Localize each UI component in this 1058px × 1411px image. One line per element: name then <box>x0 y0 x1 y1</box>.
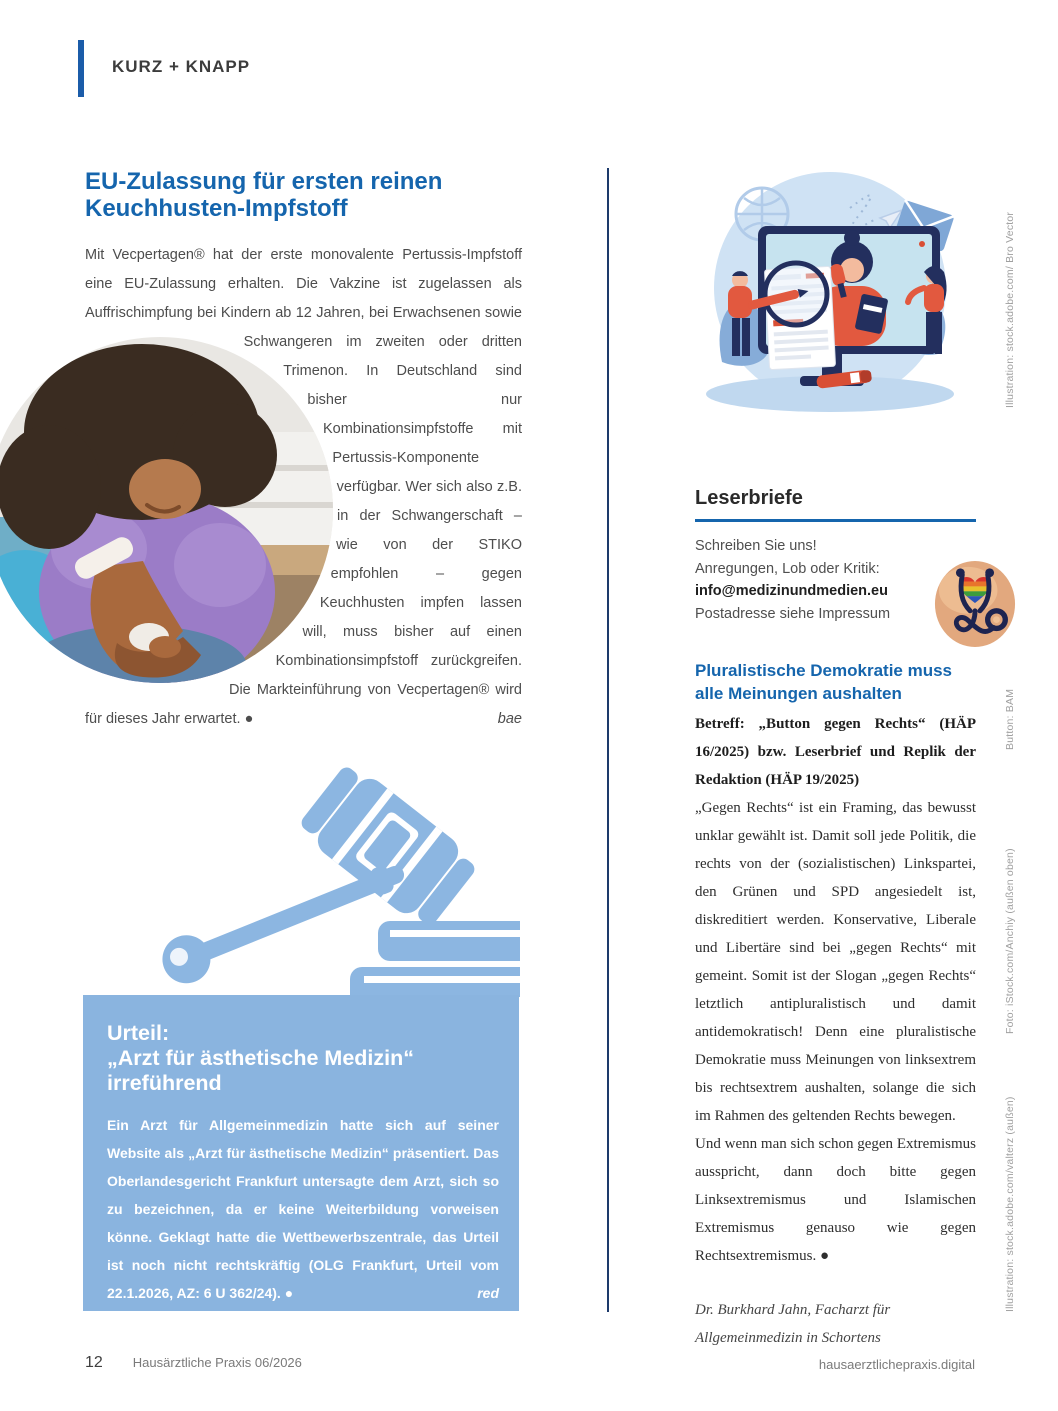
section-kicker: KURZ + KNAPP <box>112 57 251 76</box>
ruling-body: Ein Arzt für Allgemeinmedizin hatte sich auf seiner Website als „Arzt für ästhetische Medizin“ präsentiert. Das Oberlandesgericht Frankfurt untersagte dem Arzt, sich so zu bezeichnen, da er keine Weiterbildung vorweisen könne. Geklagt hatte die Wettbewerbszentrale, das Urteil ist noch nicht rechtskräftig (OLG Frankfurt, Urteil vom 22.1.2026, AZ: 6 U 362/24). ● red <box>107 1111 499 1307</box>
footer-issue: Hausärztliche Praxis 06/2026 <box>132 1355 302 1370</box>
author-initials: red <box>477 1285 499 1301</box>
letter-signature: Dr. Burkhard Jahn, Facharzt für Allgemeinmedizin in Schortens <box>695 1302 891 1346</box>
credit-illustration-top: Illustration: stock.adobe.com/ Bro Vector <box>1004 211 1016 408</box>
ruling-title: Urteil: „Arzt für ästhetische Medizin“ irreführend <box>107 1021 415 1095</box>
letter-paragraph: Und wenn man sich schon gegen Extremismus ausspricht, dann doch bitte gegen Linksextremismus und Islamischen Extremismus genauso wie gegen Rechtsextremismus. ● <box>695 1136 976 1264</box>
section-accent-bar <box>78 40 84 97</box>
article-body: Mit Vecpertagen® hat der erste monovalente Pertussis-Impfstoff eine EU-Zulassung erhalten. Die Vakzine ist zugelassen als Auffrischimpfung bei Kindern ab 12 Jahren, bei Erwachsenen sowie Schwangeren im zweiten oder dritten Trimenon. In Deutschland sind bisher nur Kombinationsimpfstoffe mit Pertussis-Komponente verfügbar. Wer sich also z.B. in der Schwangerschaft – wie von der STIKO empfohlen – gegen Keuchhusten impfen lassen will, muss bisher auf einen Kombinationsimpfstoff zurückgreifen. Die Markteinführung von Vecpertagen® wird für dieses Jahr erwartet. ● bae <box>85 241 522 734</box>
pride-stethoscope-button <box>933 558 1017 650</box>
contact-email: info@medizinundmedien.eu <box>695 583 888 599</box>
credit-illustration-bottom: Illustration: stock.adobe.com/valterz (außen) <box>1004 1096 1016 1312</box>
article-title: EU-Zulassung für ersten reinen Keuchhusten-Impfstoff <box>85 168 443 222</box>
child-vaccination-photo <box>0 337 333 683</box>
reader-letter <box>695 659 976 1352</box>
contact-info: Schreiben Sie uns! Anregungen, Lob oder Kritik: info@medizinundmedien.eu Postadresse siehe Impressum <box>695 535 976 625</box>
letter-title: Pluralistische Demokratie muss alle Meinungen aushalten <box>695 661 953 703</box>
leserbriefe-heading: Leserbriefe <box>695 487 803 509</box>
author-initials: bae <box>497 711 522 727</box>
footer-website: hausaerztlichepraxis.digital <box>818 1357 975 1372</box>
court-ruling-box <box>83 995 519 1311</box>
column-divider <box>607 168 609 1312</box>
letter-paragraph: „Gegen Rechts“ ist ein Framing, das bewusst unklar gewählt ist. Damit soll jede Politik, die rechts von der (sozialistischen) Linkspartei, den Grünen und SPD angesiedelt ist, diskreditiert werden. Konservative, Liberale und Libertäre sind bei „gegen Rechts“ mit gemeint. Somit ist der Slogan „gegen Rechts“ letztlich antipluralistisch und damit antidemokratisch! Denn eine pluralistische Demokratie muss Meinungen von linksextrem bis rechtsextrem aushalten, solange die sich im Rahmen des geltenden Rechts bewegen. <box>695 800 976 1124</box>
letter-subject: Betreff: „Button gegen Rechts“ (HÄP 16/2025) bzw. Leserbrief und Replik der Redaktion (HÄP 19/2025) <box>695 716 976 788</box>
credit-button: Button: BAM <box>1004 688 1016 750</box>
credit-photo: Foto: iStock.com/Anchiy (außen oben) <box>1004 848 1016 1034</box>
gavel-icon <box>88 753 520 997</box>
media-news-illustration <box>700 166 964 430</box>
heading-rule <box>695 519 976 522</box>
footer-left <box>85 1354 302 1372</box>
footer-page-number: 12 <box>85 1354 103 1371</box>
